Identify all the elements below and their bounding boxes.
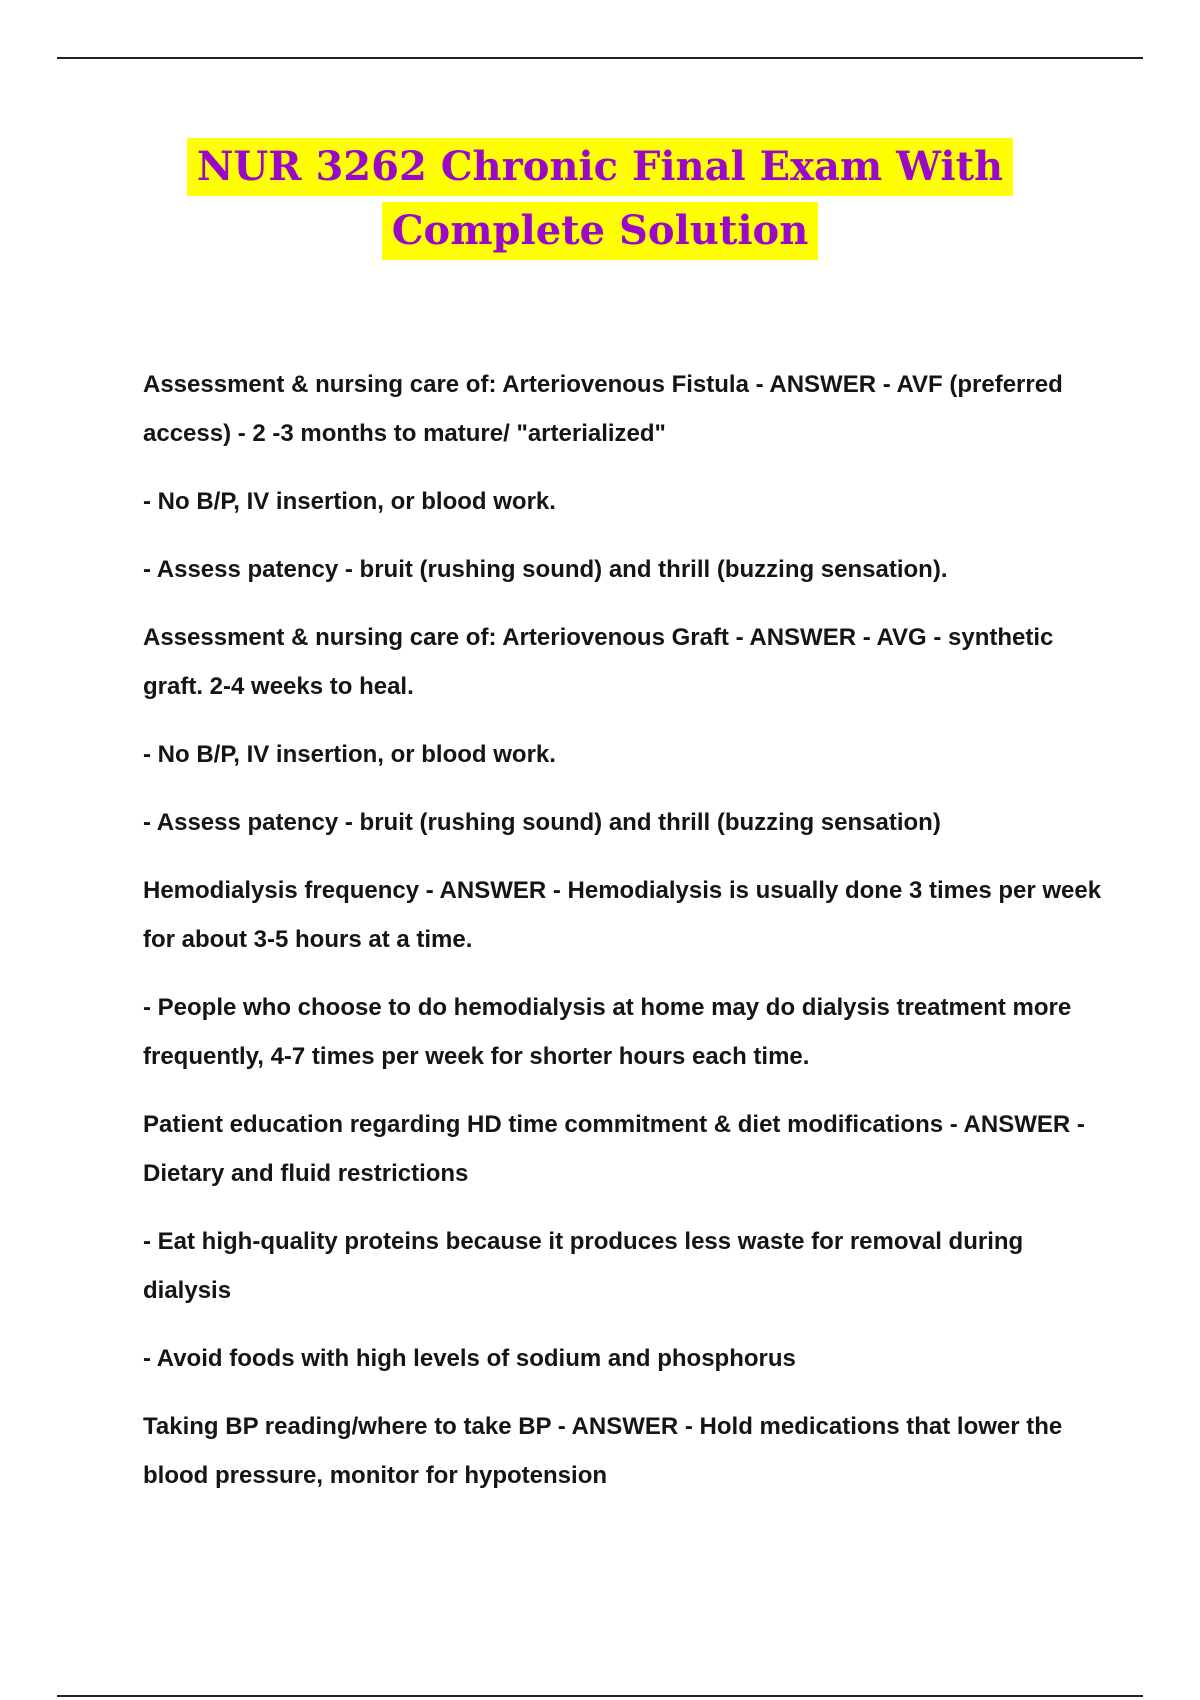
paragraph-proteins: - Eat high-quality proteins because it produces less waste for removal during dialysis [143, 1228, 1024, 1304]
paragraph-patient-education: Patient education regarding HD time commitment & diet modifications - ANSWER - Dietary and fluid restrictions [143, 1111, 1085, 1187]
document-title [60, 138, 1140, 266]
bottom-rule [57, 1695, 1143, 1697]
top-rule [57, 57, 1143, 59]
paragraph-fistula-no-bp: - No B/P, IV insertion, or blood work. [143, 488, 556, 515]
paragraph-fistula-question: Assessment & nursing care of: Arteriovenous Fistula - ANSWER - AVF (preferred access) - 2 -3 months to mature/ "arterialized" [143, 371, 1063, 447]
paragraph-graft-no-bp: - No B/P, IV insertion, or blood work. [143, 741, 556, 768]
paragraph-graft-patency: - Assess patency - bruit (rushing sound) and thrill (buzzing sensation) [143, 809, 941, 836]
paragraph-home-hd: - People who choose to do hemodialysis at home may do dialysis treatment more frequently, 4-7 times per week for shorter hours each time. [143, 994, 1072, 1070]
paragraph-avoid-foods: - Avoid foods with high levels of sodium and phosphorus [143, 1345, 796, 1372]
paragraph-hd-frequency: Hemodialysis frequency - ANSWER - Hemodialysis is usually done 3 times per week for about 3-5 hours at a time. [143, 877, 1102, 953]
paragraph-bp-reading: Taking BP reading/where to take BP - ANSWER - Hold medications that lower the blood pressure, monitor for hypotension [143, 1413, 1063, 1489]
document-body [143, 360, 1103, 1519]
title-line-2: Complete Solution [382, 202, 819, 260]
paragraph-fistula-patency: - Assess patency - bruit (rushing sound) and thrill (buzzing sensation). [143, 556, 948, 583]
paragraph-graft-question: Assessment & nursing care of: Arteriovenous Graft - ANSWER - AVG - synthetic graft. 2-4 weeks to heal. [143, 624, 1054, 700]
title-line-1: NUR 3262 Chronic Final Exam With [187, 138, 1013, 196]
